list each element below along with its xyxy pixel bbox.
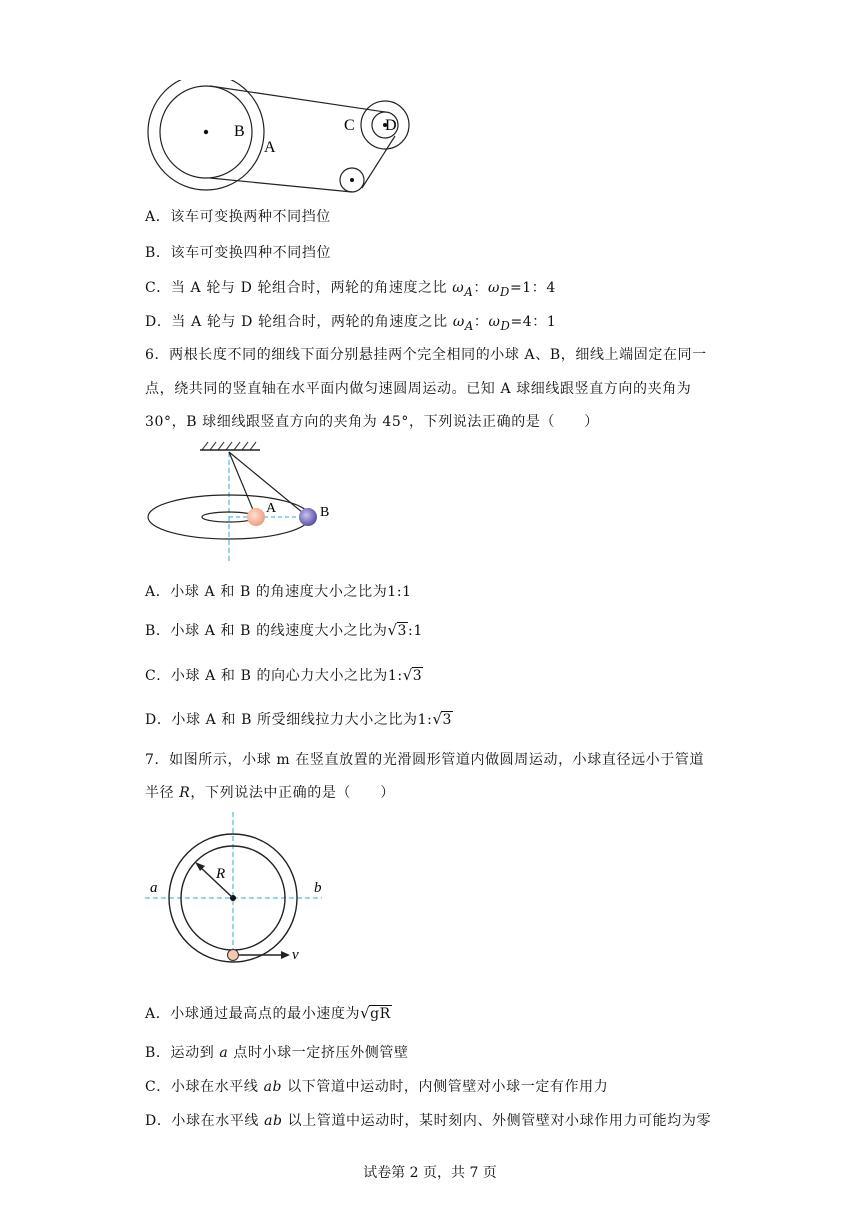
- conical-pendulum-figure: [140, 440, 360, 570]
- q7-option-b: B．运动到 a 点时小球一定挤压外侧管壁: [145, 1045, 409, 1061]
- circular-tube-figure: [140, 812, 340, 972]
- label-d: D: [385, 117, 397, 134]
- q6-stem-2: 点，绕共同的竖直轴在水平面内做匀速圆周运动。已知 A 球细线跟竖直方向的夹角为: [145, 381, 692, 397]
- radius-label: R: [216, 866, 226, 882]
- q7-option-c: C．小球在水平线 ab 以下管道中运动时，内侧管壁对小球一定有作用力: [145, 1079, 609, 1095]
- ball-b-label: B: [320, 505, 330, 520]
- q6-stem-1: 6．两根长度不同的细线下面分别悬挂两个完全相同的小球 A、B，细线上端固定在同一: [145, 347, 707, 363]
- q6-option-a: A．小球 A 和 B 的角速度大小之比为1:1: [145, 584, 412, 600]
- label-c: C: [344, 117, 355, 134]
- velocity-label: v: [292, 947, 299, 963]
- q7-option-a: A．小球通过最高点的最小速度为 √ gR: [145, 1004, 391, 1022]
- label-b: B: [234, 123, 245, 140]
- q6-option-d: D．小球 A 和 B 所受细线拉力大小之比为1: √ 3: [145, 710, 452, 728]
- q5-option-d: D．当 A 轮与 D 轮组合时，两轮的角速度之比 $\omega_A$：$\omega_D=4$：1: [145, 314, 557, 333]
- page-footer: 试卷第 2 页，共 7 页: [363, 1165, 497, 1181]
- q6-option-b: B．小球 A 和 B 的线速度大小之比为 √ 3:1: [145, 621, 423, 639]
- q5-option-c: C．当 A 轮与 D 轮组合时，两轮的角速度之比 $\omega_A$：$\omega_D=1$：4: [145, 280, 556, 299]
- point-a-label: a: [150, 880, 158, 896]
- q5-option-b: B．该车可变换四种不同挡位: [145, 245, 332, 261]
- q6-option-c: C．小球 A 和 B 的向心力大小之比为1: √ 3: [145, 666, 423, 684]
- point-b-label: b: [314, 880, 322, 896]
- label-a: A: [264, 139, 276, 156]
- q7-stem-1: 7．如图所示，小球 m 在竖直放置的光滑圆形管道内做圆周运动，小球直径远小于管道: [145, 752, 705, 768]
- q6-stem-3: 30°，B 球细线跟竖直方向的夹角为 45°，下列说法正确的是（ ）: [145, 414, 599, 430]
- q5-option-a: A．该车可变换两种不同挡位: [145, 209, 331, 225]
- belt-drive-figure: [140, 80, 420, 200]
- ball-a-label: A: [266, 501, 277, 516]
- q7-stem-2: 半径 R，下列说法中正确的是（ ）: [145, 785, 395, 801]
- q7-option-d: D．小球在水平线 ab 以上管道中运动时，某时刻内、外侧管壁对小球作用力可能均为零: [145, 1113, 712, 1129]
